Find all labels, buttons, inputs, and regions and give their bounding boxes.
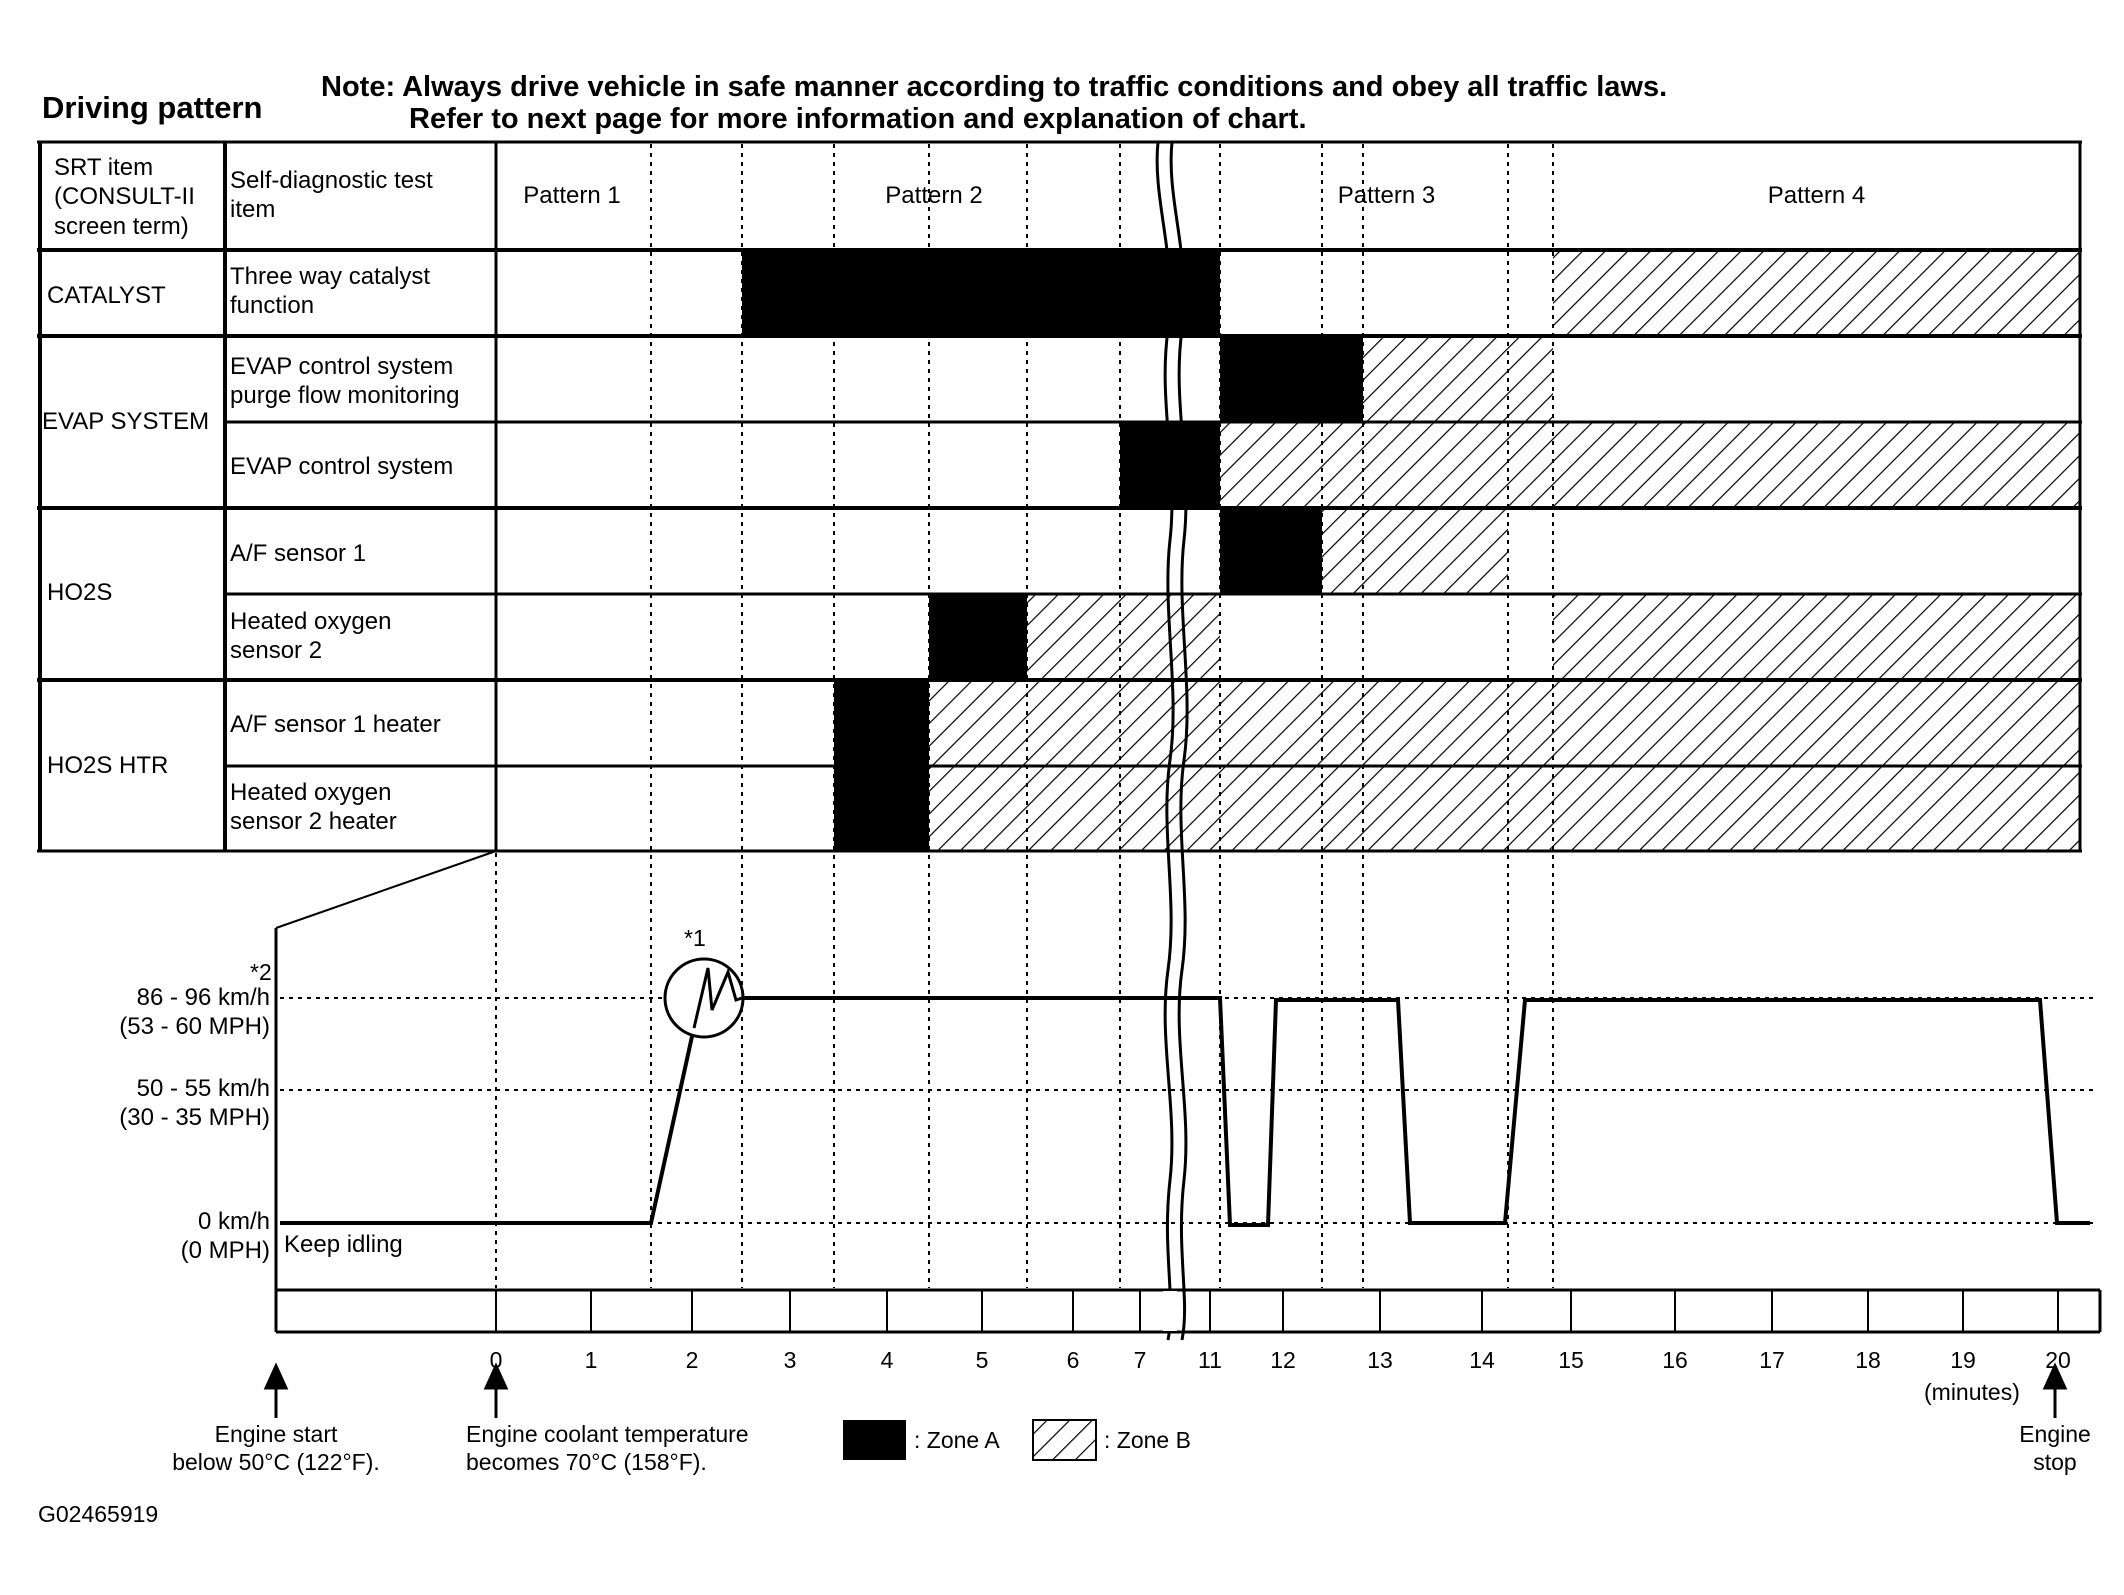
time-tick-label: 12: [1270, 1347, 1296, 1373]
engine-start-note: Engine start below 50°C (122°F).: [172, 1421, 380, 1476]
time-tick-label: 13: [1367, 1347, 1393, 1373]
mark-1-circle: [665, 959, 743, 1037]
legend-zone-a-swatch: [843, 1420, 906, 1460]
legend-zone-a-label: : Zone A: [914, 1427, 1000, 1453]
zone-a-block: [834, 680, 929, 766]
zone-b-block: [929, 766, 2080, 851]
pattern-3-header: Pattern 3: [1337, 182, 1436, 209]
speed-mid-label: 50 - 55 km/h (30 - 35 MPH): [119, 1075, 270, 1132]
safety-note: Note: Always drive vehicle in safe manner according to traffic conditions and obey all traffic laws.: [321, 71, 1668, 103]
zone-a-block: [1220, 336, 1363, 422]
time-tick-label: 18: [1855, 1347, 1881, 1373]
zone-b-block: [1363, 336, 1553, 422]
time-break-gap: [1163, 1291, 1177, 1331]
speed-graph-frame: [276, 851, 2100, 1332]
zone-a-block: [834, 766, 929, 851]
speed-high-mark: *2: [250, 959, 272, 985]
group-ho2s-htr: HO2S HTR: [47, 752, 169, 779]
time-tick-label: 11: [1198, 1347, 1222, 1373]
legend-zone-b-label: : Zone B: [1104, 1427, 1191, 1453]
zone-a-block: [1220, 508, 1322, 594]
time-axis-ticks: [496, 1290, 2058, 1332]
time-tick-label: 5: [975, 1347, 989, 1373]
zone-blocks: [742, 250, 2080, 851]
time-tick-label: 0: [489, 1347, 503, 1373]
item-evap-purge-flow: EVAP control system purge flow monitoring: [230, 353, 460, 410]
engine-start-arrow-head: [266, 1366, 286, 1388]
time-tick-label: 15: [1558, 1347, 1584, 1373]
reference-note: Refer to next page for more information and explanation of chart.: [409, 103, 1307, 135]
time-tick-label: 14: [1469, 1347, 1495, 1373]
col-srt-item-header: SRT item (CONSULT-II screen term): [54, 154, 195, 240]
keep-idling-label: Keep idling: [284, 1231, 403, 1258]
time-tick-label: 19: [1950, 1347, 1976, 1373]
time-tick-label: 4: [880, 1347, 894, 1373]
time-tick-label: 20: [2045, 1347, 2071, 1373]
item-heated-o2-sensor-2: Heated oxygen sensor 2: [230, 608, 392, 665]
zone-b-block: [1220, 422, 2080, 508]
pattern-1-header: Pattern 1: [523, 182, 621, 209]
group-evap-system: EVAP SYSTEM: [42, 408, 210, 435]
zone-a-block: [742, 250, 1220, 336]
time-tick-label: 6: [1066, 1347, 1080, 1373]
item-evap-control-system: EVAP control system: [230, 453, 454, 480]
time-tick-label: 2: [685, 1347, 699, 1373]
item-heated-o2-sensor-2-heater: Heated oxygen sensor 2 heater: [230, 779, 397, 836]
time-tick-label: 7: [1133, 1347, 1147, 1373]
minutes-unit: (minutes): [1924, 1379, 2020, 1405]
item-af-sensor-1-heater: A/F sensor 1 heater: [230, 711, 441, 738]
coolant-temp-note: Engine coolant temperature becomes 70°C (158°F).: [466, 1421, 749, 1476]
page-title: Driving pattern: [42, 90, 263, 125]
zone-b-block: [1027, 594, 1220, 680]
speed-zero-label: 0 km/h (0 MPH): [180, 1208, 270, 1265]
legend-zone-b-swatch: [1033, 1420, 1096, 1460]
pattern-4-header: Pattern 4: [1767, 182, 1866, 209]
time-tick-label: 17: [1759, 1347, 1785, 1373]
zone-b-block: [1322, 508, 1508, 594]
zone-b-block: [1553, 250, 2080, 336]
zone-b-block: [929, 680, 2080, 766]
item-af-sensor-1: A/F sensor 1: [230, 540, 367, 567]
group-ho2s: HO2S: [47, 579, 113, 606]
time-tick-label: 1: [584, 1347, 598, 1373]
item-three-way-catalyst: Three way catalyst function: [230, 263, 431, 320]
time-tick-label: 16: [1662, 1347, 1688, 1373]
figure-id: G02465919: [38, 1501, 159, 1527]
col-test-item-header: Self-diagnostic test item: [230, 167, 433, 224]
speed-reference-lines: [280, 998, 2095, 1223]
mark-1-label: *1: [684, 925, 706, 951]
group-catalyst: CATALYST: [47, 282, 166, 309]
time-tick-label: 3: [783, 1347, 797, 1373]
speed-high-label: 86 - 96 km/h (53 - 60 MPH): [119, 984, 270, 1041]
zone-a-block: [929, 594, 1027, 680]
engine-stop-note: Engine stop: [2019, 1421, 2091, 1476]
pattern-2-header: Pattern 2: [885, 182, 983, 209]
zone-b-block: [1553, 594, 2080, 680]
